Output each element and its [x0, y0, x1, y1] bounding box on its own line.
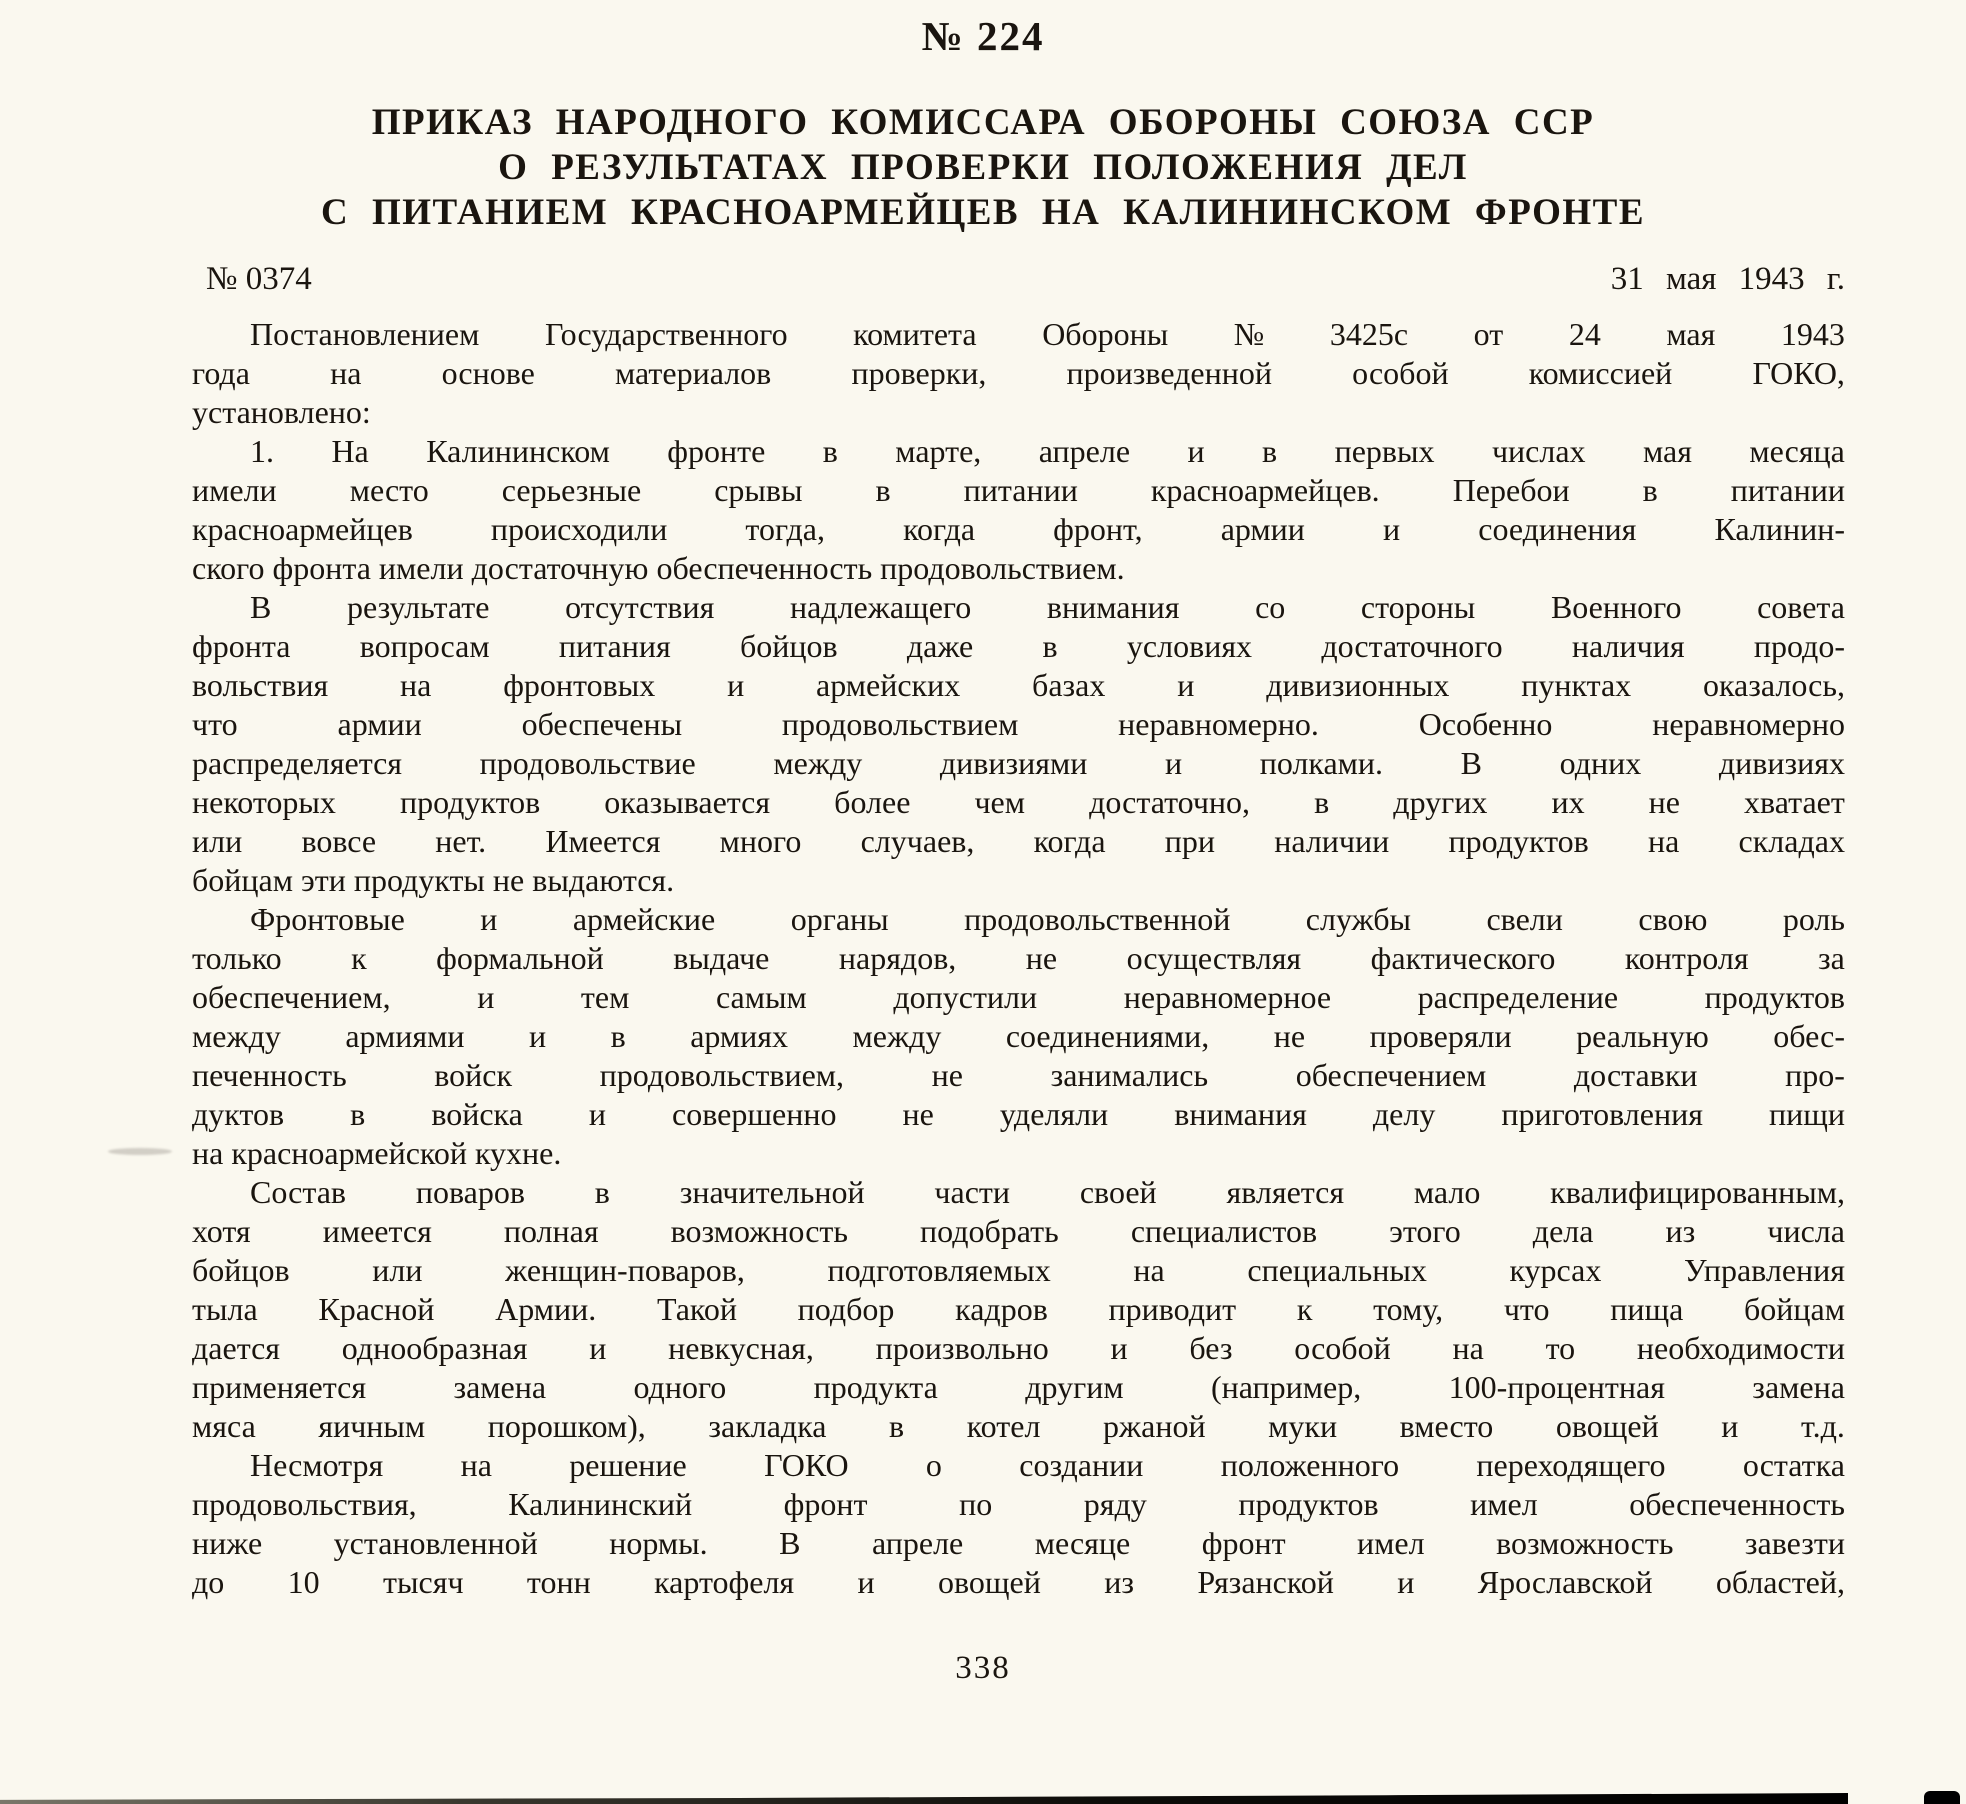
text-line: Состав поваров в значительной части своей является мало квалифицированным, — [250, 1174, 1845, 1210]
text-line: только к формальной выдаче нарядов, не осуществляя фактического контроля за — [192, 940, 1845, 976]
text-line: Постановлением Государственного комитета Обороны № 3425с от 24 мая 1943 — [250, 316, 1845, 352]
text-line: обеспечением, и тем самым допустили неравномерное распределение продуктов — [192, 979, 1845, 1015]
text-line: между армиями и в армиях между соединениями, не проверяли реальную обес- — [192, 1018, 1845, 1054]
text-line: Фронтовые и армейские органы продовольственной службы свели свою роль — [250, 901, 1845, 937]
text-line: Несмотря на решение ГОКО о создании положенного переходящего остатка — [250, 1447, 1845, 1483]
paragraph — [192, 432, 1845, 588]
text-line: бойцам эти продукты не выдаются. — [192, 862, 675, 898]
meta-row — [0, 259, 1966, 299]
text-line: или вовсе нет. Имеется много случаев, когда при наличии продуктов на складах — [192, 823, 1845, 859]
title-line: ПРИКАЗ НАРОДНОГО КОМИССАРА ОБОРОНЫ СОЮЗА ССР — [371, 102, 1595, 143]
text-line: 1. На Калининском фронте в марте, апреле и в первых числах мая месяца — [250, 433, 1845, 469]
text-line: ского фронта имели достаточную обеспеченность продовольствием. — [192, 550, 1125, 586]
scan-edge-blob — [1924, 1791, 1960, 1804]
issue-date: 31 мая 1943 г. — [1610, 261, 1845, 297]
text-line: применяется замена одного продукта другим (например, 100-процентная замена — [192, 1369, 1845, 1405]
text-line: фронта вопросам питания бойцов даже в условиях достаточного наличия продо- — [192, 628, 1845, 664]
text-line: распределяется продовольствие между дивизиями и полками. В одних дивизиях — [192, 745, 1845, 781]
scan-smudge — [108, 1148, 172, 1155]
text-line: установлено: — [192, 394, 371, 430]
paragraph — [192, 900, 1845, 1173]
paragraph — [192, 1173, 1845, 1446]
doc-title — [0, 100, 1966, 235]
text-line: до 10 тысяч тонн картофеля и овощей из Рязанской и Ярославской областей, — [192, 1564, 1845, 1600]
paragraph — [192, 1446, 1845, 1602]
document-body — [0, 315, 1966, 1602]
paragraph — [192, 588, 1845, 900]
text-line: дуктов в войска и совершенно не уделяли внимания делу приготовления пищи — [192, 1096, 1845, 1132]
scan-edge-bar — [0, 1793, 1848, 1804]
text-line: печенность войск продовольствием, не занимались обеспечением доставки про- — [192, 1057, 1845, 1093]
doc-number: № 224 — [921, 13, 1045, 59]
text-line: красноармейцев происходили тогда, когда фронт, армии и соединения Калинин- — [192, 511, 1845, 547]
title-line: С ПИТАНИЕМ КРАСНОАРМЕЙЦЕВ НА КАЛИНИНСКОМ ФРОНТЕ — [320, 192, 1646, 233]
text-line: некоторых продуктов оказывается более чем достаточно, в других их не хватает — [192, 784, 1845, 820]
text-line: мяса яичным порошком), закладка в котел ржаной муки вместо овощей и т.д. — [192, 1408, 1845, 1444]
text-line: дается однообразная и невкусная, произвольно и без особой на то необходимости — [192, 1330, 1845, 1366]
text-line: года на основе материалов проверки, произведенной особой комиссией ГОКО, — [192, 355, 1845, 391]
text-line: В результате отсутствия надлежащего внимания со стороны Военного совета — [250, 589, 1845, 625]
text-line: что армии обеспечены продовольствием неравномерно. Особенно неравномерно — [192, 706, 1845, 742]
page-number: 338 — [955, 1650, 1011, 1686]
text-line: хотя имеется полная возможность подобрать специалистов этого дела из числа — [192, 1213, 1845, 1249]
text-line: тыла Красной Армии. Такой подбор кадров приводит к тому, что пища бойцам — [192, 1291, 1845, 1327]
title-line: О РЕЗУЛЬТАТАХ ПРОВЕРКИ ПОЛОЖЕНИЯ ДЕЛ — [498, 147, 1468, 188]
text-line: ниже установленной нормы. В апреле месяце фронт имел возможность завезти — [192, 1525, 1845, 1561]
paragraph — [192, 315, 1845, 432]
text-line: продовольствия, Калининский фронт по ряду продуктов имел обеспеченность — [192, 1486, 1845, 1522]
order-number: № 0374 — [206, 261, 312, 297]
text-line: на красноармейской кухне. — [192, 1135, 562, 1171]
text-line: бойцов или женщин-поваров, подготовляемых на специальных курсах Управления — [192, 1252, 1845, 1288]
text-line: вольствия на фронтовых и армейских базах и дивизионных пунктах оказалось, — [192, 667, 1845, 703]
text-line: имели место серьезные срывы в питании красноармейцев. Перебои в питании — [192, 472, 1845, 508]
